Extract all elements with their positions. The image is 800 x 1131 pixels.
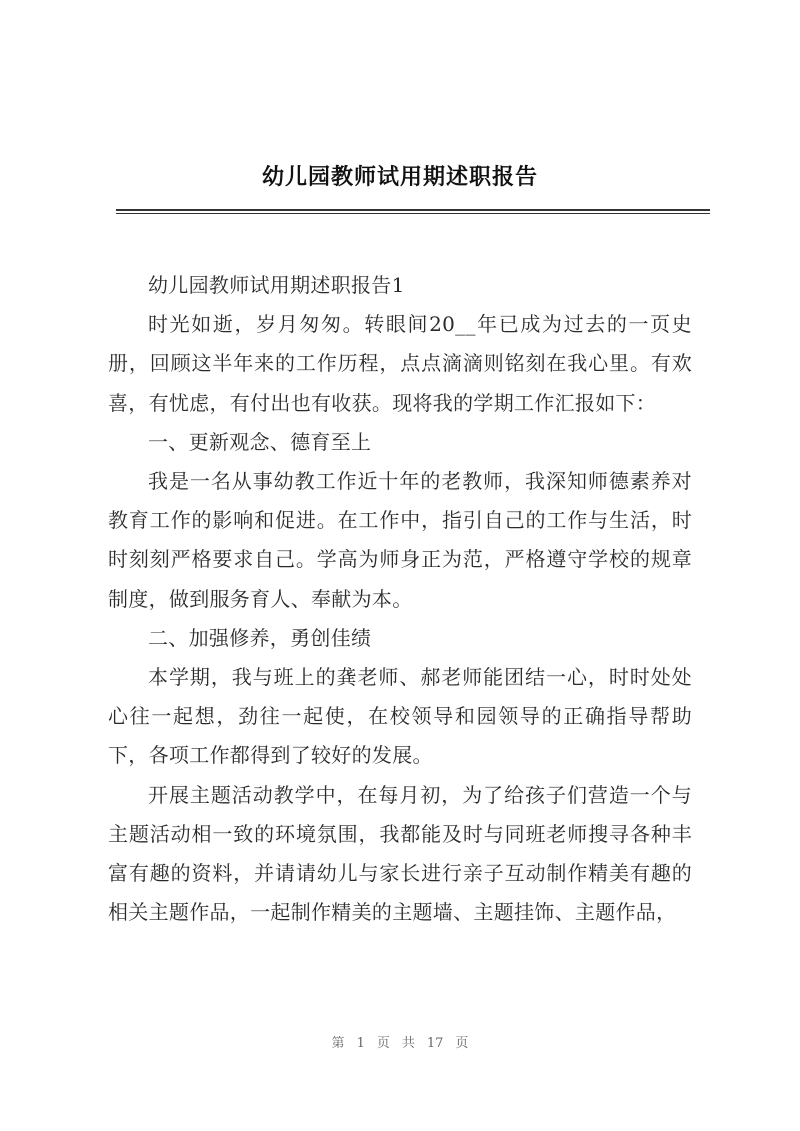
footer-page-number: 1 bbox=[356, 1036, 365, 1051]
page-title: 幼儿园教师试用期述职报告 bbox=[261, 164, 538, 190]
footer-total-pages: 17 bbox=[426, 1036, 444, 1051]
footer-total-label: 共 bbox=[401, 1036, 415, 1051]
body-paragraph: 本学期，我与班上的龚老师、郝老师能团结一心，时时处处心往一起想，劲往一起使，在校领导和园领导的正确指导帮助下，各项工作都得到了较好的发展。 bbox=[108, 665, 692, 768]
section-heading: 二、加强修养，勇创佳绩 bbox=[148, 625, 372, 650]
section-heading: 一、更新观念、德育至上 bbox=[148, 429, 372, 454]
document-body bbox=[108, 266, 692, 932]
body-paragraph: 时光如逝，岁月匆匆。转眼间20__年已成为过去的一页史册，回顾这半年来的工作历程，点点滴滴则铭刻在我心里。有欢喜，有忧虑，有付出也有收获。现将我的学期工作汇报如下： bbox=[108, 312, 692, 415]
title-divider bbox=[116, 209, 710, 214]
footer-total-unit: 页 bbox=[455, 1036, 469, 1051]
footer-page-unit: 页 bbox=[376, 1036, 390, 1051]
body-paragraph: 开展主题活动教学中，在每月初，为了给孩子们营造一个与主题活动相一致的环境氛围，我都能及时与同班老师搜寻各种丰富有趣的资料，并请请幼儿与家长进行亲子互动制作精美有趣的相关主题作品，一起制作精美的主题墙、主题挂饰、主题作品， bbox=[108, 782, 692, 925]
page-footer bbox=[0, 1032, 800, 1051]
body-paragraph: 我是一名从事幼教工作近十年的老教师，我深知师德素养对教育工作的影响和促进。在工作中，指引自己的工作与生活，时时刻刻严格要求自己。学高为师身正为范，严格遵守学校的规章制度，做到服务育人、奉献为本。 bbox=[108, 469, 692, 611]
section-heading: 幼儿园教师试用期述职报告1 bbox=[148, 273, 405, 297]
footer-page-label: 第 bbox=[331, 1036, 345, 1051]
